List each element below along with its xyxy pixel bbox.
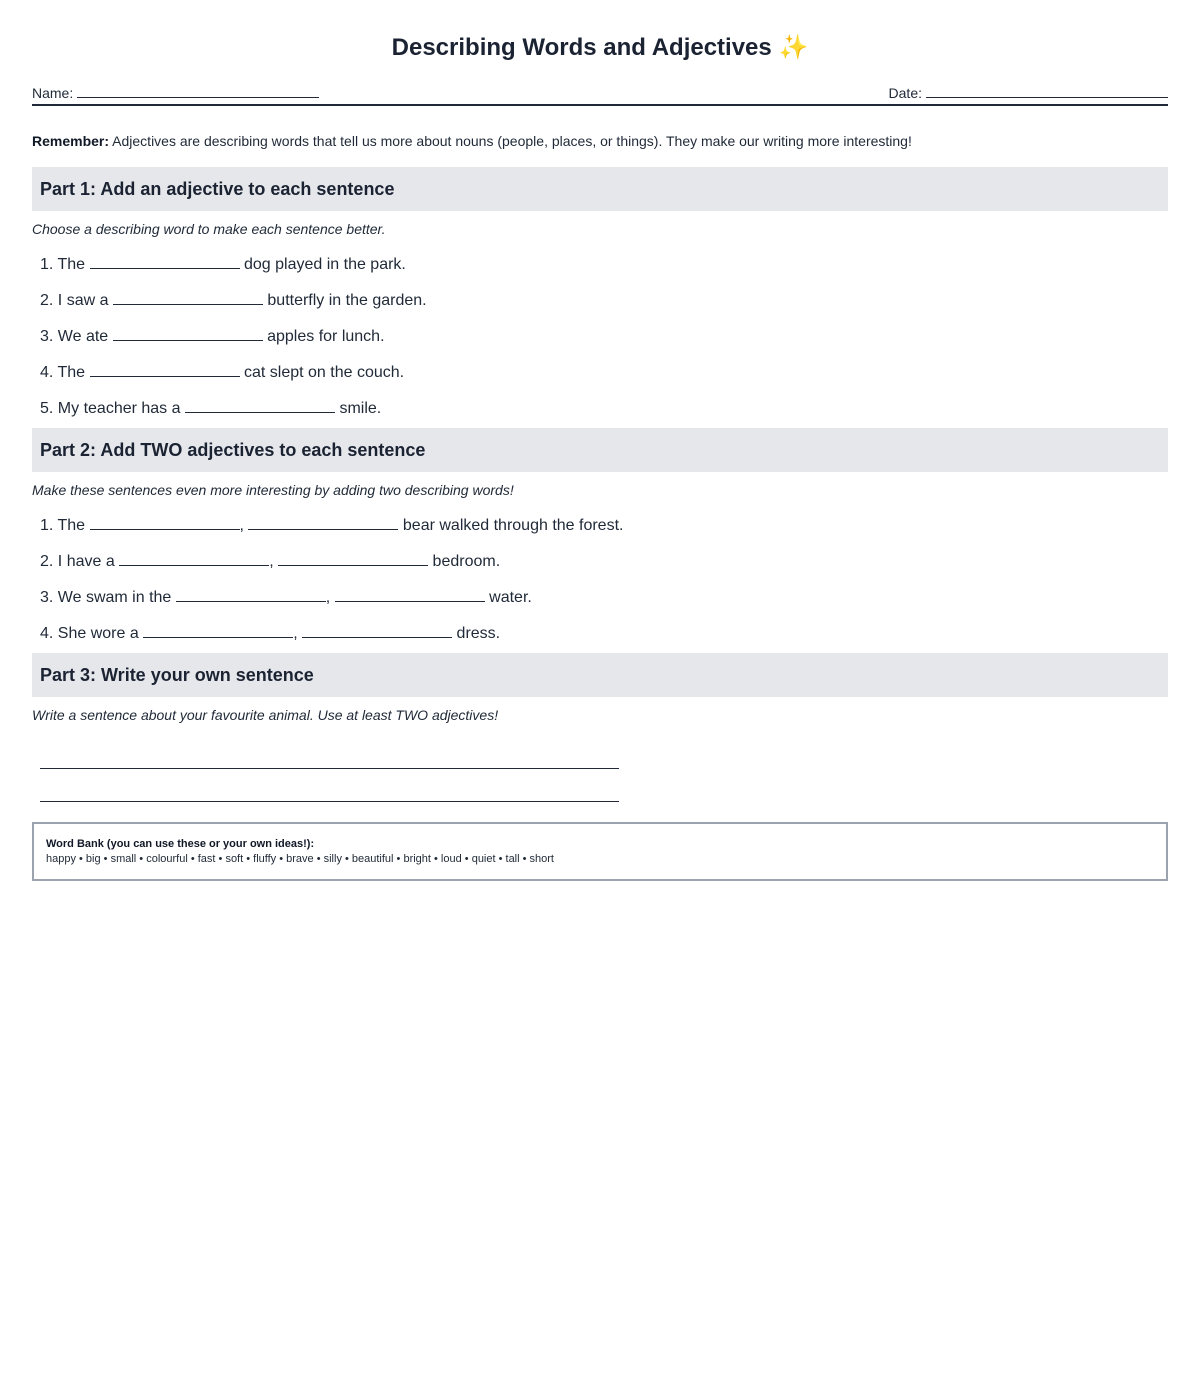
adjective-blank[interactable] [185,396,335,413]
item-before: The [57,256,86,273]
name-blank[interactable] [77,84,319,98]
item-before: The [57,364,86,381]
part3-section [32,653,1168,802]
adjective-blank-2[interactable] [278,549,428,566]
writing-line-2[interactable] [40,769,619,802]
item-before: We swam in the [57,589,172,606]
item-number: 4. [40,364,54,381]
comma: , [293,625,298,642]
item-after: apples for lunch. [267,328,385,345]
adjective-blank-1[interactable] [143,621,293,638]
item-number: 2. [40,292,54,309]
adjective-blank-1[interactable] [176,585,326,602]
comma: , [325,589,331,606]
part2-item-2 [32,549,1168,585]
part1-item-5 [32,396,1168,432]
adjective-blank-1[interactable] [90,513,240,530]
name-field[interactable] [32,84,319,101]
part1-item-4 [32,360,1168,396]
item-after: butterfly in the garden. [267,292,427,309]
adjective-blank-2[interactable] [302,621,452,638]
part1-item-1 [32,252,1168,288]
item-after: bedroom. [432,553,501,570]
part2-section [32,428,1168,657]
word-bank-box [32,822,1168,881]
part1-heading: Part 1: Add an adjective to each sentence [32,167,1168,211]
item-after: bear walked through the forest. [402,517,624,534]
adjective-blank[interactable] [90,252,240,269]
part3-instruction: Write a sentence about your favourite animal. Use at least TWO adjectives! [32,707,499,723]
date-field[interactable] [889,84,1168,101]
item-after: water. [489,589,532,606]
sparkles-icon: ✨ [778,34,809,61]
item-number: 3. [40,328,54,345]
page-title [32,0,1168,64]
remember-note [32,133,1168,149]
item-after: cat slept on the couch. [243,364,405,381]
part1-item-2 [32,288,1168,324]
writing-line-1[interactable] [40,736,619,769]
item-after: dog played in the park. [243,256,406,273]
part2-item-1 [32,513,1168,549]
part2-item-4 [32,621,1168,657]
worksheet [32,0,1168,881]
word-bank-words: happy • big • small • colourful • fast • soft • fluffy • brave • silly • beautiful • bright • loud • quiet • tall • short [46,853,554,865]
item-number: 3. [40,589,54,606]
part1-item-3 [32,324,1168,360]
title-text: Describing Words and Adjectives [391,34,772,61]
item-before: My teacher has a [57,400,181,417]
adjective-blank[interactable] [113,288,263,305]
item-before: We ate [57,328,109,345]
part2-list [32,513,1168,657]
item-before: She wore a [57,625,139,642]
part1-instruction: Choose a describing word to make each sentence better. [32,221,386,237]
part3-heading: Part 3: Write your own sentence [32,653,1168,697]
part2-heading: Part 2: Add TWO adjectives to each sentence [32,428,1168,472]
item-before: I have a [57,553,115,570]
item-after: dress. [456,625,501,642]
part2-item-3 [32,585,1168,621]
adjective-blank-2[interactable] [335,585,485,602]
item-after: smile. [339,400,382,417]
date-label: Date: [888,85,922,101]
item-number: 4. [40,625,54,642]
remember-label: Remember: [32,133,110,149]
comma: , [269,553,274,570]
remember-text: Adjectives are describing words that tell us more about nouns (people, places, or things). They make our writing more interesting! [112,133,912,149]
writing-area [32,723,1168,802]
name-label: Name: [32,85,74,101]
name-date-row [32,74,1168,106]
item-number: 5. [40,400,54,417]
item-before: The [57,517,86,534]
part1-section [32,167,1168,432]
adjective-blank-1[interactable] [119,549,269,566]
comma: , [239,517,244,534]
word-bank-title: Word Bank (you can use these or your own ideas!): [46,838,315,850]
adjective-blank-2[interactable] [248,513,398,530]
item-number: 2. [40,553,54,570]
item-number: 1. [40,517,54,534]
part2-instruction: Make these sentences even more interesting by adding two describing words! [32,482,514,498]
item-before: I saw a [57,292,109,309]
adjective-blank[interactable] [113,324,263,341]
date-blank[interactable] [926,84,1168,98]
item-number: 1. [40,256,54,273]
part1-list [32,252,1168,432]
adjective-blank[interactable] [90,360,240,377]
